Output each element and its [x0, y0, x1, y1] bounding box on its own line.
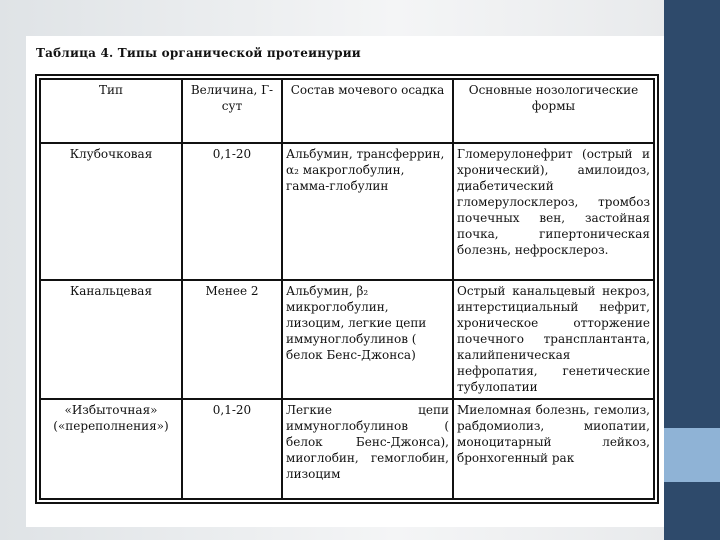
cell-size: 0,1-20 [182, 143, 282, 280]
cell-sediment: Легкие цепи иммуноглобулинов ( белок Бенс-Джонса), миоглобин, гемоглобин, лизоцим [282, 399, 453, 500]
table-header-row [40, 79, 654, 143]
scanned-document [26, 36, 664, 527]
table-row [40, 143, 654, 280]
cell-size: Менее 2 [182, 280, 282, 399]
table-title: Таблица 4. Типы органической протеинурии [36, 46, 361, 60]
cell-forms: Острый канальцевый некроз, интерстициальный нефрит, хроническое отторжение почечного трансплантанта, калийпеническая нефропатия, генетические тубулопатии [453, 280, 654, 399]
header-sediment: Состав мочевого осадка [282, 79, 453, 143]
header-forms: Основные нозологические формы [453, 79, 654, 143]
cell-type: «Избыточная» («переполнения») [40, 399, 182, 500]
cell-size: 0,1-20 [182, 399, 282, 500]
header-type: Тип [40, 79, 182, 143]
cell-sediment: Альбумин, трансферрин, α₂ макроглобулин, гамма-глобулин [282, 143, 453, 280]
proteinuria-table [39, 78, 655, 500]
header-size: Величина, Г-сут [182, 79, 282, 143]
cell-forms: Гломерулонефрит (острый и хронический), амилоидоз, диабетический гломерулосклероз, тромбоз почечных вен, застойная почка, гипертоническая болезнь, нефросклероз. [453, 143, 654, 280]
slide-right-accent [664, 428, 720, 482]
table-row [40, 280, 654, 399]
cell-type: Канальцевая [40, 280, 182, 399]
cell-type: Клубочковая [40, 143, 182, 280]
table-row [40, 399, 654, 500]
cell-sediment: Альбумин, β₂ микроглобулин, лизоцим, легкие цепи иммуноглобулинов ( белок Бенс-Джонса) [282, 280, 453, 399]
cell-forms: Миеломная болезнь, гемолиз, рабдомиолиз, миопатии, моноцитарный лейкоз, бронхогенный рак [453, 399, 654, 500]
